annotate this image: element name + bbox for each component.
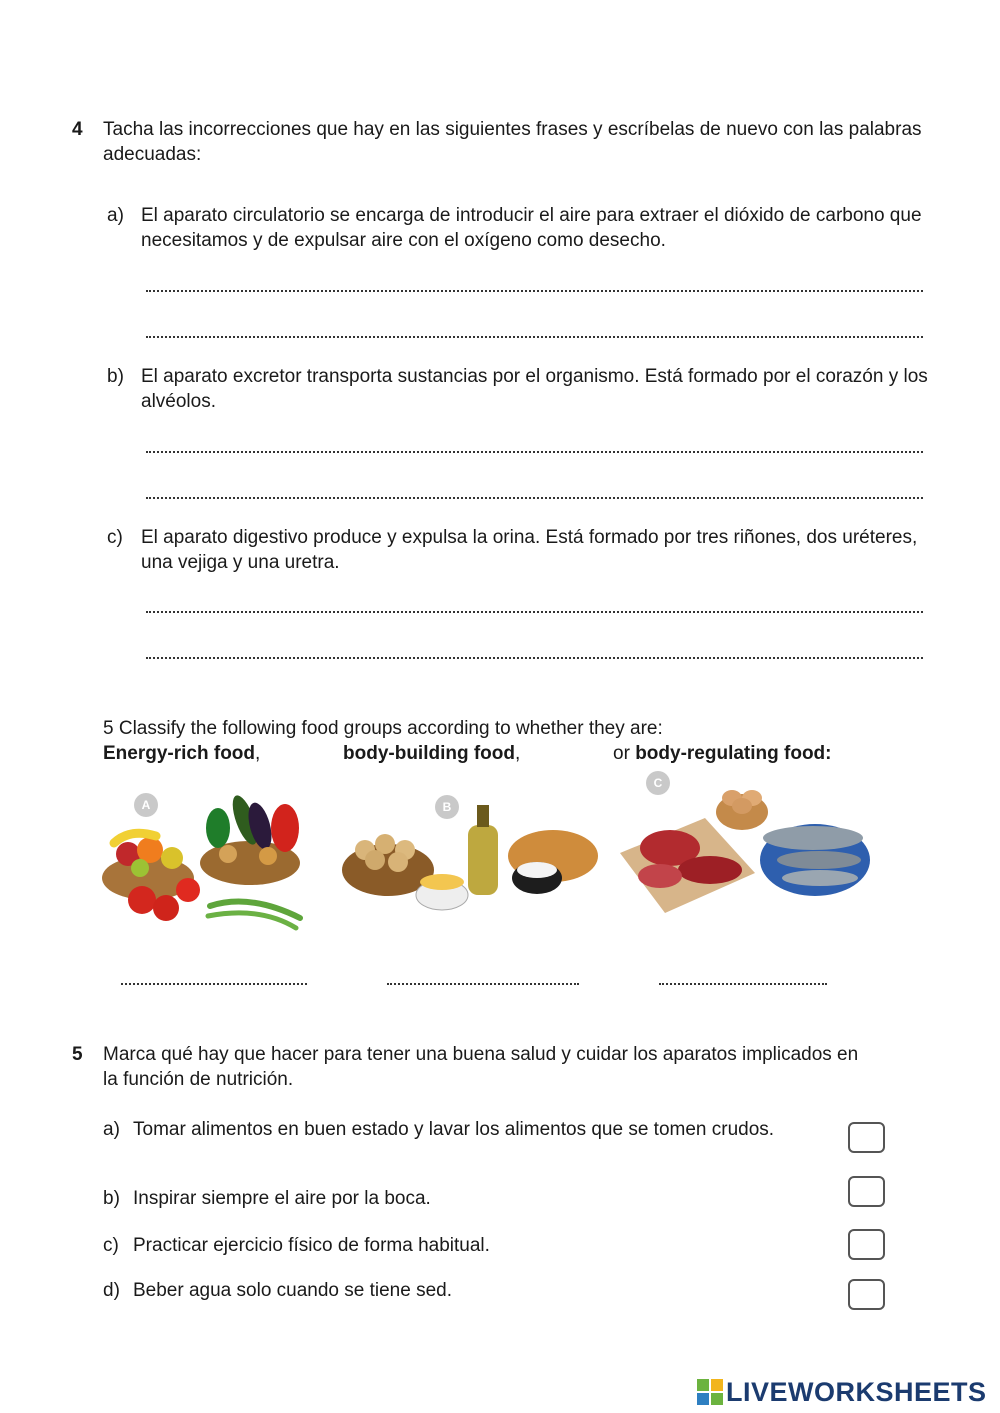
q4-item-b-letter: b): [107, 366, 124, 387]
fish: [777, 851, 861, 869]
liveworksheets-logo: [697, 1375, 987, 1409]
health-item-c-letter: c): [103, 1235, 119, 1256]
health-item-c-text: Practicar ejercicio físico de forma habitual.: [133, 1235, 490, 1256]
answer-line[interactable]: [146, 497, 923, 499]
energy-rich-text: Energy-rich food: [103, 743, 256, 764]
question-5-number: 5: [72, 1044, 83, 1065]
answer-line[interactable]: [146, 451, 923, 453]
potato: [365, 850, 385, 870]
q4-item-a-letter: a): [107, 205, 124, 226]
bottle-neck: [477, 805, 489, 827]
tomato: [176, 878, 200, 902]
health-item-d-text: Beber agua solo cuando se tiene sed.: [133, 1280, 453, 1301]
onion: [219, 845, 237, 863]
health-item-b-letter: b): [103, 1188, 120, 1209]
oil-bottle: [468, 825, 498, 895]
egg: [732, 798, 752, 814]
or-word: or: [613, 743, 630, 764]
comma: ,: [515, 743, 521, 764]
health-item-c-checkbox[interactable]: [848, 1229, 885, 1260]
answer-line[interactable]: [146, 290, 923, 292]
fish: [782, 870, 858, 886]
body-building-label: [343, 741, 520, 766]
question-4-prompt: Tacha las incorrecciones que hay en las siguientes frases y escríbelas de nuevo con las palabras adecuadas:: [103, 119, 922, 165]
group-c-answer[interactable]: [659, 983, 827, 985]
lemon: [161, 847, 183, 869]
fruits-vegetables-image: [100, 788, 310, 938]
red-pepper: [271, 804, 299, 852]
liveworksheets-logo-icon: [697, 1379, 723, 1405]
group-b-answer[interactable]: [387, 983, 579, 985]
health-item-b-text: Inspirar siempre el aire por la boca.: [133, 1188, 431, 1209]
health-item-d-checkbox[interactable]: [848, 1279, 885, 1310]
tomato: [153, 895, 179, 921]
q4-item-c-letter: c): [107, 527, 123, 548]
q4-item-a-text: El aparato circulatorio se encarga de introducir el aire para extraer el dióxido de carbono que necesitamos y de expulsar aire con el oxígeno como desecho.: [141, 205, 922, 251]
health-item-d-letter: d): [103, 1280, 120, 1301]
tomato: [128, 886, 156, 914]
health-item-b-checkbox[interactable]: [848, 1176, 885, 1207]
group-c-badge: C: [646, 771, 670, 795]
q4-item-c-text: El aparato digestivo produce y expulsa la orina. Está formado por tres riñones, dos uréteres, una vejiga y una uretra.: [141, 527, 918, 573]
group-a-badge: A: [134, 793, 158, 817]
body-regulating-label: [613, 741, 832, 766]
answer-line[interactable]: [146, 611, 923, 613]
meat: [638, 864, 682, 888]
health-item-a-text: Tomar alimentos en buen estado y lavar los alimentos que se tomen crudos.: [133, 1119, 775, 1140]
group-a-answer[interactable]: [121, 983, 307, 985]
question-5-prompt: Marca qué hay que hacer para tener una buena salud y cuidar los aparatos implicados en la función de nutrición.: [103, 1044, 859, 1090]
body-building-text: body-building food: [343, 743, 516, 764]
q4-item-b-text: El aparato excretor transporta sustancias por el organismo. Está formado por el corazón y los alvéolos.: [141, 366, 928, 412]
question-4-number: 4: [72, 119, 83, 140]
fish: [763, 826, 863, 850]
body-regulating-text: body-regulating food:: [635, 743, 832, 764]
answer-line[interactable]: [146, 336, 923, 338]
meat: [678, 856, 742, 884]
health-item-a-letter: a): [103, 1119, 120, 1140]
energy-rich-label: [103, 741, 260, 766]
carbohydrates-image: [340, 800, 605, 920]
health-item-a-checkbox[interactable]: [848, 1122, 885, 1153]
classify-intro: 5 Classify the following food groups according to whether they are:: [103, 718, 663, 739]
green-beans: [208, 913, 296, 928]
green-pepper: [206, 808, 230, 848]
rice: [517, 862, 557, 878]
potato: [388, 852, 408, 872]
liveworksheets-wordmark: LIVEWORKSHEETS: [726, 1377, 987, 1407]
comma: ,: [255, 743, 261, 764]
group-b-badge: B: [435, 795, 459, 819]
pear: [131, 859, 149, 877]
onion: [259, 847, 277, 865]
pasta: [420, 874, 464, 890]
proteins-image: [615, 778, 875, 923]
answer-line[interactable]: [146, 657, 923, 659]
